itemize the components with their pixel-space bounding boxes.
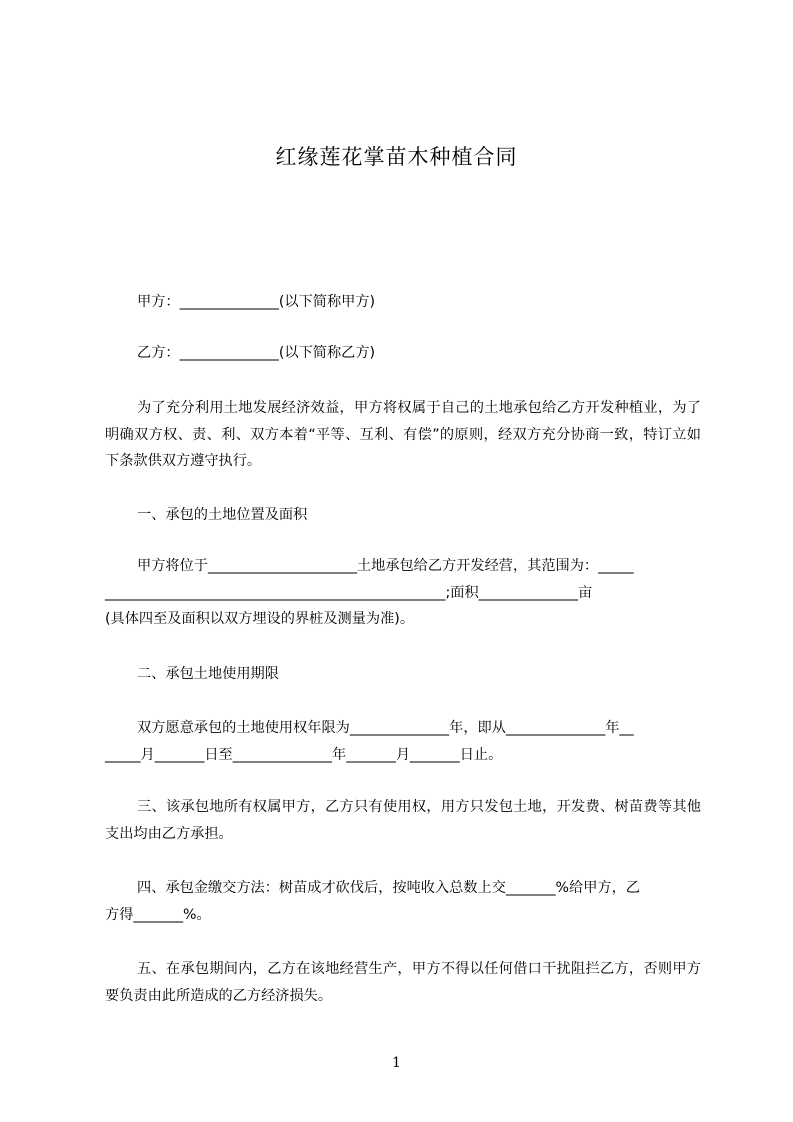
section-2-paragraph (105, 715, 701, 768)
party-a-line: 甲方：______________(以下简称甲方) (137, 294, 376, 310)
document-title: 红缘莲花掌苗木种植合同 (275, 145, 518, 169)
section-2-line-2: _____月_______日至______________年_______月_______日止。 (105, 746, 503, 763)
section-5-paragraph: 五、在承包期间内，乙方在该地经营生产，甲方不得以任何借口干扰阻拦乙方，否则甲方要负责由此所造成的乙方经济损失。 (105, 961, 701, 1004)
section-1-line-2: ________________________________________________;面积______________亩 (105, 584, 593, 601)
section-1-paragraph (105, 553, 701, 633)
section-4-line-2: 方得_______%。 (105, 906, 211, 923)
section-2-line-1: 双方愿意承包的土地使用权年限为______________年，即从______________年__ (137, 720, 634, 736)
section-4-line-1: 四、承包金缴交方法：树苗成才砍伐后，按吨收入总数上交_______%给甲方，乙 (137, 880, 640, 896)
page-number: 1 (392, 1055, 401, 1071)
party-b-line: 乙方：______________(以下简称乙方) (137, 345, 376, 361)
section-2-heading: 二、承包土地使用期限 (137, 666, 279, 682)
section-1-line-1: 甲方将位于_____________________土地承包给乙方开发经营，其范围为：_____ (137, 558, 634, 574)
section-1-line-3: (具体四至及面积以双方埋设的界桩及测量为准)。 (105, 611, 415, 627)
preamble-paragraph: 为了充分利用土地发展经济效益，甲方将权属于自己的土地承包给乙方开发种植业，为了明确双方权、责、利、双方本着“平等、互利、有偿”的原则，经双方充分协商一致，特订立如下条款供双方遵守执行。 (105, 400, 701, 469)
section-4-paragraph (105, 875, 701, 928)
section-1-heading: 一、承包的土地位置及面积 (137, 507, 308, 523)
section-3-paragraph: 三、该承包地所有权属甲方，乙方只有使用权，用方只发包土地，开发费、树苗费等其他支出均由乙方承担。 (105, 799, 701, 842)
